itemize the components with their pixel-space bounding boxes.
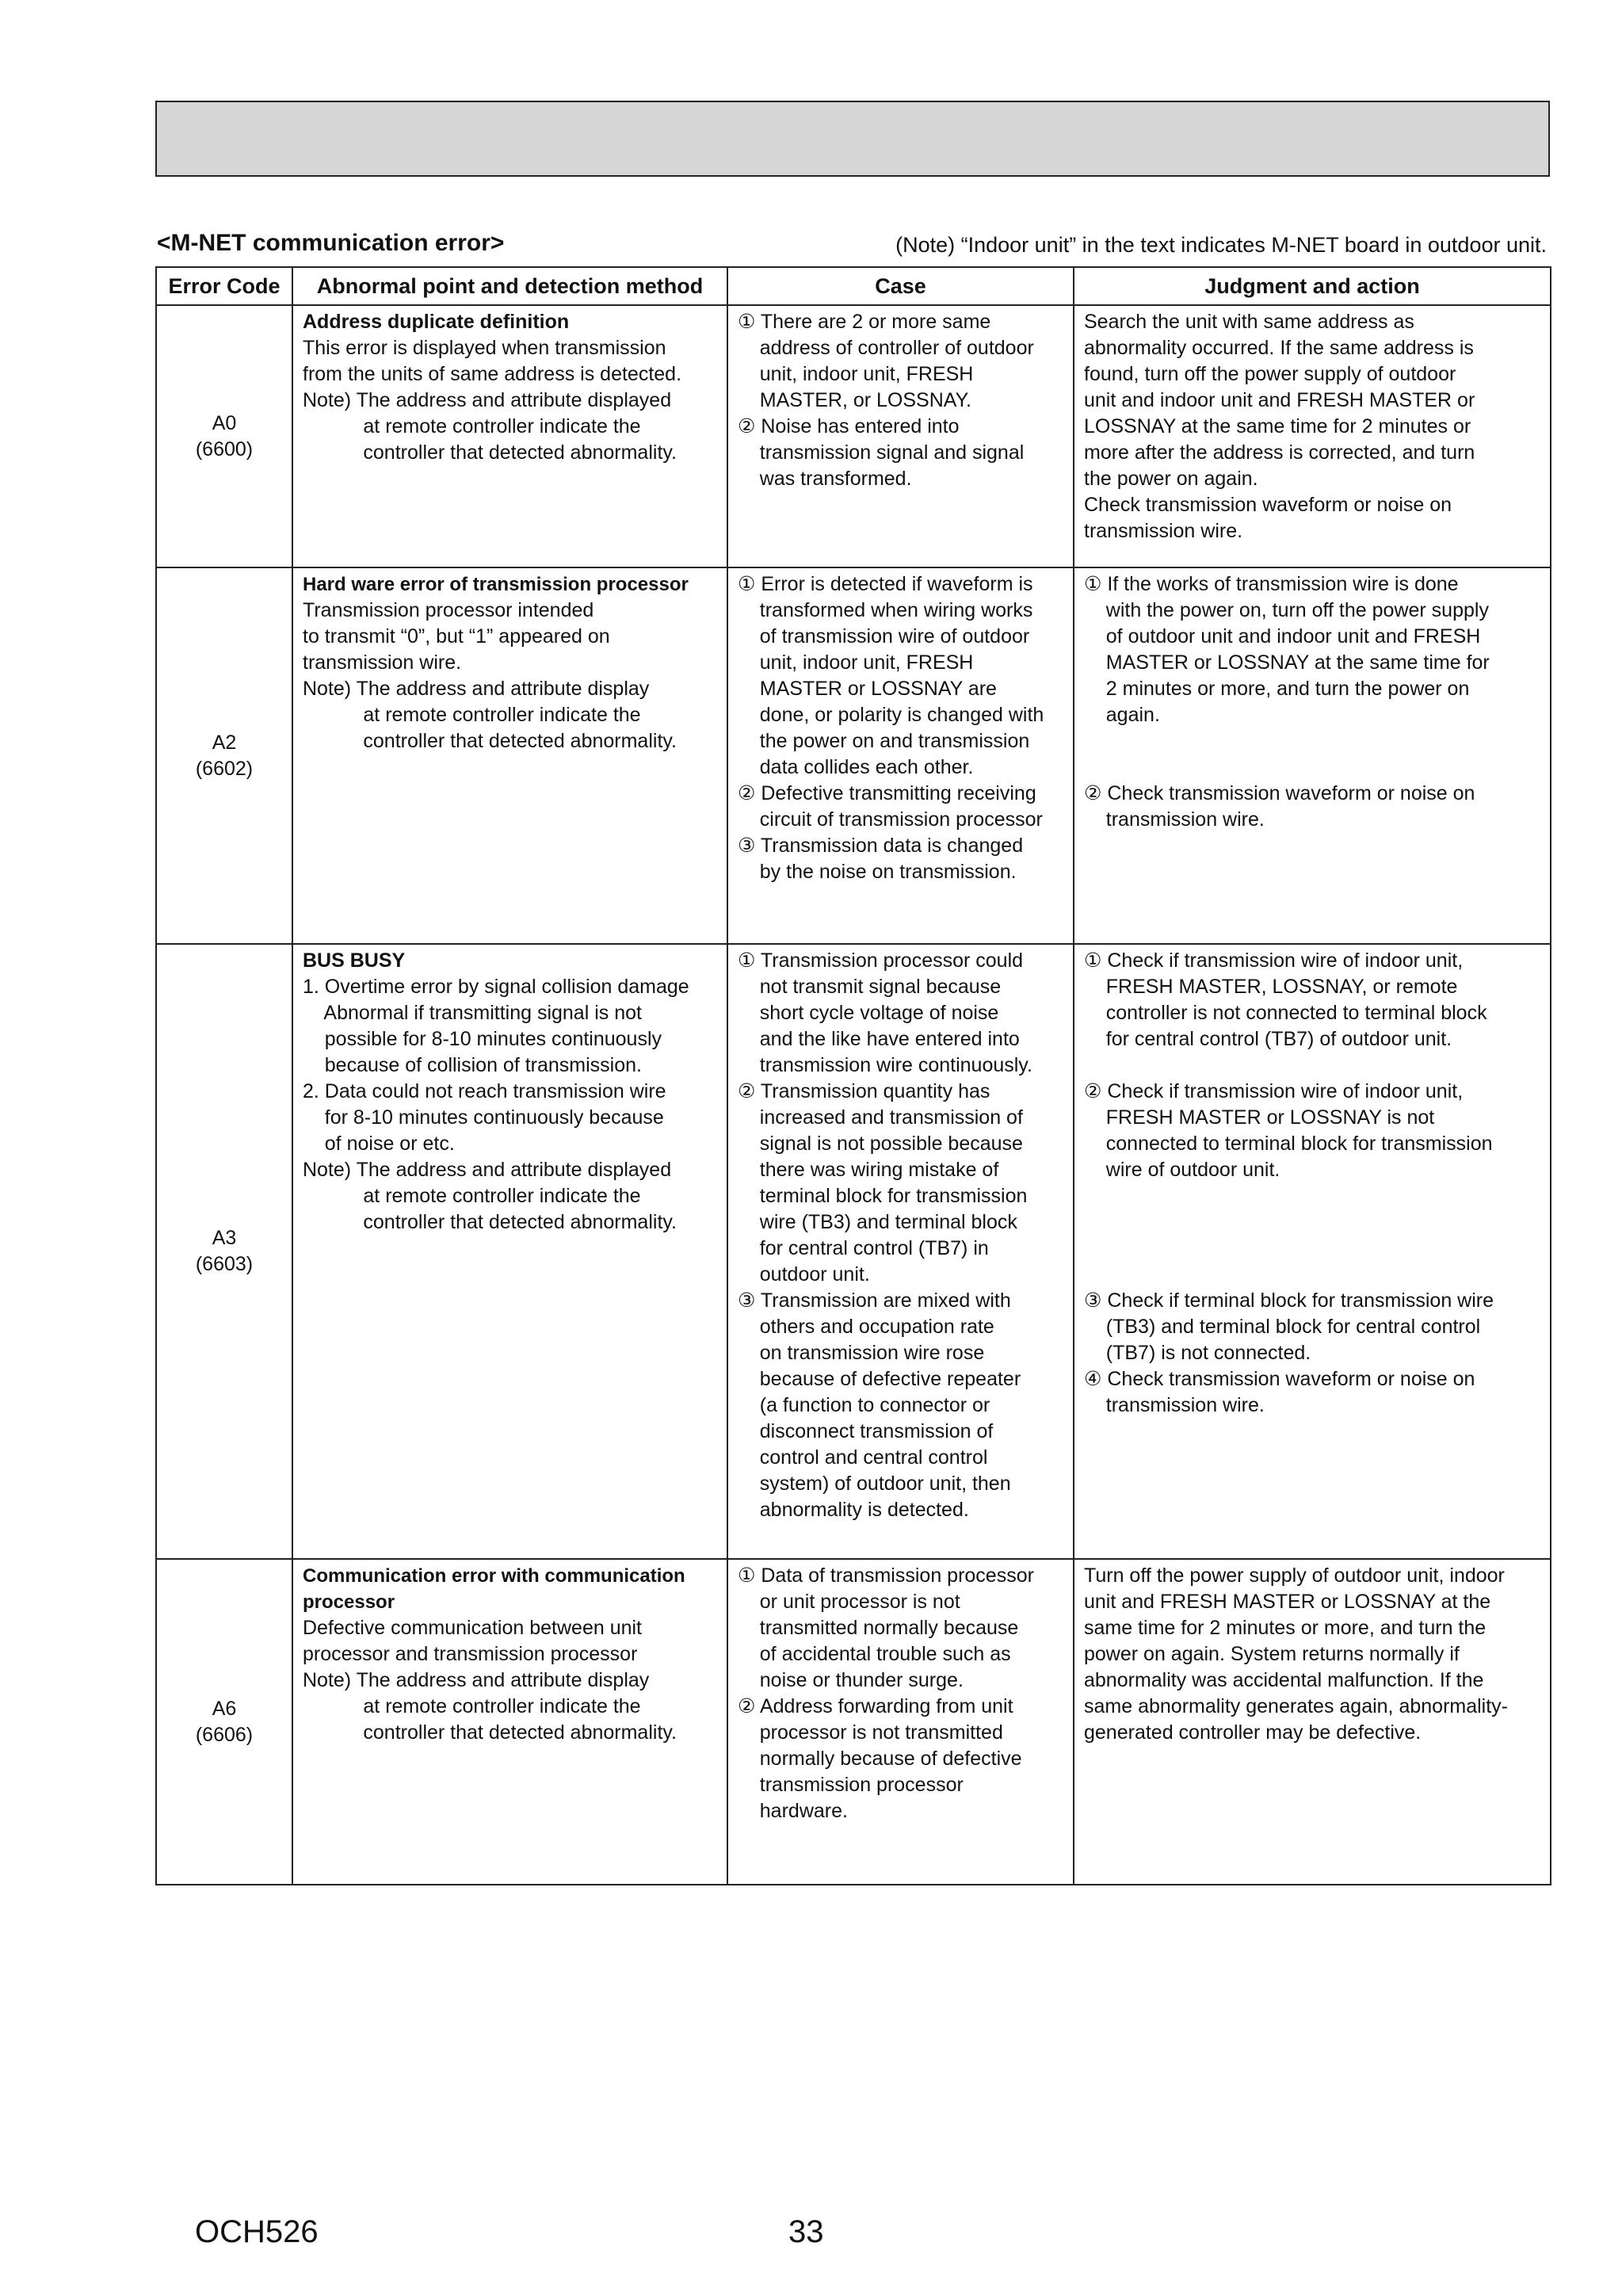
case-line: transmitted normally because bbox=[738, 1617, 1019, 1639]
case-line: unit, indoor unit, FRESH bbox=[738, 363, 974, 385]
action-line: the power on again. bbox=[1084, 468, 1258, 490]
error-table bbox=[155, 266, 1551, 1885]
action-line: LOSSNAY at the same time for 2 minutes or bbox=[1084, 415, 1471, 437]
detection-line: Note) The address and attribute displayed bbox=[303, 389, 672, 411]
action-line-blank bbox=[1084, 1262, 1540, 1288]
case-line: ③ Transmission are mixed with bbox=[738, 1289, 1011, 1312]
action-line: of outdoor unit and indoor unit and FRESH bbox=[1084, 625, 1481, 648]
action-line: same abnormality generates again, abnormality- bbox=[1084, 1695, 1508, 1717]
detection-line: Note) The address and attribute displayed bbox=[303, 1159, 672, 1181]
action-line: unit and FRESH MASTER or LOSSNAY at the bbox=[1084, 1591, 1491, 1613]
case-line: transformed when wiring works bbox=[738, 599, 1033, 621]
error-code: A3 bbox=[212, 1227, 237, 1249]
detection-title: Hard ware error of transmission processor bbox=[303, 574, 689, 595]
error-code: A2 bbox=[212, 731, 237, 754]
case-line: there was wiring mistake of bbox=[738, 1159, 999, 1181]
case-line: and the like have entered into bbox=[738, 1028, 1020, 1050]
action-line-blank bbox=[1084, 1236, 1540, 1262]
action-line: ④ Check transmission waveform or noise on bbox=[1084, 1368, 1475, 1390]
action-line: connected to terminal block for transmission bbox=[1084, 1133, 1493, 1155]
case-line: normally because of defective bbox=[738, 1748, 1022, 1770]
case-line: unit, indoor unit, FRESH bbox=[738, 651, 974, 674]
case-line: control and central control bbox=[738, 1446, 988, 1469]
action-cell bbox=[1074, 1559, 1551, 1885]
case-line: signal is not possible because bbox=[738, 1133, 1023, 1155]
action-line-blank bbox=[1084, 1209, 1540, 1236]
action-line: generated controller may be defective. bbox=[1084, 1721, 1422, 1744]
case-line: on transmission wire rose bbox=[738, 1342, 985, 1364]
detection-line: 1. Overtime error by signal collision damage bbox=[303, 976, 689, 998]
detection-line: of noise or etc. bbox=[303, 1133, 455, 1155]
case-line: ① There are 2 or more same bbox=[738, 311, 991, 333]
case-line: not transmit signal because bbox=[738, 976, 1002, 998]
action-line: ① Check if transmission wire of indoor unit, bbox=[1084, 949, 1464, 972]
error-code-cell bbox=[156, 305, 292, 567]
action-line: transmission wire. bbox=[1084, 808, 1265, 831]
case-line: address of controller of outdoor bbox=[738, 337, 1034, 359]
action-line: abnormality occurred. If the same address is bbox=[1084, 337, 1474, 359]
action-line: found, turn off the power supply of outdoor bbox=[1084, 363, 1456, 385]
detection-line: controller that detected abnormality. bbox=[303, 441, 677, 464]
detection-line: Note) The address and attribute display bbox=[303, 1669, 650, 1691]
detection-title: Communication error with communication processor bbox=[303, 1565, 685, 1613]
case-line: data collides each other. bbox=[738, 756, 974, 778]
action-line: wire of outdoor unit. bbox=[1084, 1159, 1280, 1181]
detection-line: Defective communication between unit bbox=[303, 1617, 643, 1639]
action-line: Search the unit with same address as bbox=[1084, 311, 1414, 333]
case-line: for central control (TB7) in bbox=[738, 1237, 989, 1259]
detection-line: from the units of same address is detected. bbox=[303, 363, 682, 385]
action-line: controller is not connected to terminal block bbox=[1084, 1002, 1487, 1024]
action-line: abnormality was accidental malfunction. If the bbox=[1084, 1669, 1484, 1691]
table-row bbox=[156, 1559, 1551, 1885]
error-number: (6600) bbox=[195, 437, 254, 460]
case-line: short cycle voltage of noise bbox=[738, 1002, 999, 1024]
table-header-row bbox=[156, 267, 1551, 305]
detection-line: Abnormal if transmitting signal is not bbox=[303, 1002, 642, 1024]
case-line: because of defective repeater bbox=[738, 1368, 1021, 1390]
detection-line: processor and transmission processor bbox=[303, 1643, 638, 1665]
error-number: (6603) bbox=[195, 1253, 254, 1275]
case-line: ② Noise has entered into bbox=[738, 415, 960, 437]
case-line: ① Error is detected if waveform is bbox=[738, 573, 1033, 595]
table-row bbox=[156, 305, 1551, 567]
action-cell bbox=[1074, 944, 1551, 1559]
case-line: or unit processor is not bbox=[738, 1591, 960, 1613]
header-error-code: Error Code bbox=[156, 267, 292, 305]
action-line: more after the address is corrected, and turn bbox=[1084, 441, 1475, 464]
action-cell bbox=[1074, 567, 1551, 944]
action-line: transmission wire. bbox=[1084, 1394, 1265, 1416]
error-code: A6 bbox=[212, 1697, 237, 1720]
action-line-blank bbox=[1084, 1183, 1540, 1209]
case-line: the power on and transmission bbox=[738, 730, 1030, 752]
header-judgment: Judgment and action bbox=[1074, 267, 1551, 305]
header-case: Case bbox=[727, 267, 1074, 305]
detection-line: controller that detected abnormality. bbox=[303, 1721, 677, 1744]
detection-cell bbox=[292, 305, 727, 567]
action-line: 2 minutes or more, and turn the power on bbox=[1084, 678, 1470, 700]
case-line: (a function to connector or bbox=[738, 1394, 990, 1416]
case-line: ① Data of transmission processor bbox=[738, 1564, 1034, 1587]
case-line: system) of outdoor unit, then bbox=[738, 1473, 1011, 1495]
case-line: ② Transmission quantity has bbox=[738, 1080, 990, 1102]
error-code-cell bbox=[156, 567, 292, 944]
case-line: transmission signal and signal bbox=[738, 441, 1025, 464]
detection-line: for 8-10 minutes continuously because bbox=[303, 1106, 664, 1129]
action-line: FRESH MASTER or LOSSNAY is not bbox=[1084, 1106, 1435, 1129]
action-line: with the power on, turn off the power supply bbox=[1084, 599, 1489, 621]
detection-line: at remote controller indicate the bbox=[303, 1695, 641, 1717]
table-row bbox=[156, 944, 1551, 1559]
case-line: disconnect transmission of bbox=[738, 1420, 994, 1442]
section-title: <M-NET communication error> bbox=[157, 230, 505, 256]
error-code-cell bbox=[156, 1559, 292, 1885]
case-line: abnormality is detected. bbox=[738, 1499, 969, 1521]
case-line: MASTER, or LOSSNAY. bbox=[738, 389, 971, 411]
case-line: hardware. bbox=[738, 1800, 848, 1822]
detection-line: to transmit “0”, but “1” appeared on bbox=[303, 625, 610, 648]
action-line: transmission wire. bbox=[1084, 520, 1243, 542]
case-line: terminal block for transmission bbox=[738, 1185, 1028, 1207]
case-line: others and occupation rate bbox=[738, 1316, 994, 1338]
action-line: FRESH MASTER, LOSSNAY, or remote bbox=[1084, 976, 1458, 998]
error-number: (6602) bbox=[195, 757, 254, 780]
action-line-blank bbox=[1084, 755, 1540, 781]
detection-line: Transmission processor intended bbox=[303, 599, 594, 621]
header-bar bbox=[155, 101, 1550, 177]
document-code: OCH526 bbox=[195, 2214, 319, 2249]
case-line: ② Address forwarding from unit bbox=[738, 1695, 1013, 1717]
detection-line: at remote controller indicate the bbox=[303, 704, 641, 726]
case-line: of accidental trouble such as bbox=[738, 1643, 1011, 1665]
case-line: wire (TB3) and terminal block bbox=[738, 1211, 1017, 1233]
case-cell bbox=[727, 305, 1074, 567]
action-line: power on again. System returns normally if bbox=[1084, 1643, 1460, 1665]
error-code-cell bbox=[156, 944, 292, 1559]
case-line: outdoor unit. bbox=[738, 1263, 870, 1286]
case-line: by the noise on transmission. bbox=[738, 861, 1017, 883]
case-line: of transmission wire of outdoor bbox=[738, 625, 1030, 648]
case-line: increased and transmission of bbox=[738, 1106, 1023, 1129]
action-line: (TB7) is not connected. bbox=[1084, 1342, 1311, 1364]
detection-cell bbox=[292, 567, 727, 944]
action-line-blank bbox=[1084, 1052, 1540, 1079]
page-number: 33 bbox=[788, 2214, 824, 2249]
case-cell bbox=[727, 944, 1074, 1559]
case-line: MASTER or LOSSNAY are bbox=[738, 678, 997, 700]
action-line: ③ Check if terminal block for transmission wire bbox=[1084, 1289, 1494, 1312]
action-line: ① If the works of transmission wire is done bbox=[1084, 573, 1459, 595]
detection-line: at remote controller indicate the bbox=[303, 415, 641, 437]
detection-cell bbox=[292, 944, 727, 1559]
detection-line: Note) The address and attribute display bbox=[303, 678, 650, 700]
action-line-blank bbox=[1084, 728, 1540, 755]
case-line: ③ Transmission data is changed bbox=[738, 835, 1024, 857]
action-line: unit and indoor unit and FRESH MASTER or bbox=[1084, 389, 1475, 411]
action-line: MASTER or LOSSNAY at the same time for bbox=[1084, 651, 1490, 674]
detection-line: 2. Data could not reach transmission wire bbox=[303, 1080, 666, 1102]
error-code: A0 bbox=[212, 411, 237, 434]
table-row bbox=[156, 567, 1551, 944]
case-line: noise or thunder surge. bbox=[738, 1669, 964, 1691]
action-line: again. bbox=[1084, 704, 1160, 726]
case-line: ① Transmission processor could bbox=[738, 949, 1024, 972]
detection-line: controller that detected abnormality. bbox=[303, 1211, 677, 1233]
action-line: (TB3) and terminal block for central control bbox=[1084, 1316, 1481, 1338]
action-line: Turn off the power supply of outdoor unit, indoor bbox=[1084, 1564, 1505, 1587]
case-cell bbox=[727, 1559, 1074, 1885]
case-cell bbox=[727, 567, 1074, 944]
action-line: ② Check transmission waveform or noise on bbox=[1084, 782, 1475, 804]
detection-line: because of collision of transmission. bbox=[303, 1054, 642, 1076]
action-line: same time for 2 minutes or more, and turn the bbox=[1084, 1617, 1487, 1639]
case-line: processor is not transmitted bbox=[738, 1721, 1003, 1744]
case-line: was transformed. bbox=[738, 468, 912, 490]
detection-title: Address duplicate definition bbox=[303, 311, 570, 333]
case-line: done, or polarity is changed with bbox=[738, 704, 1044, 726]
action-line: for central control (TB7) of outdoor unit. bbox=[1084, 1028, 1452, 1050]
detection-line: transmission wire. bbox=[303, 651, 462, 674]
detection-line: at remote controller indicate the bbox=[303, 1185, 641, 1207]
detection-line: controller that detected abnormality. bbox=[303, 730, 677, 752]
action-line: ② Check if transmission wire of indoor unit, bbox=[1084, 1080, 1464, 1102]
header-detection: Abnormal point and detection method bbox=[292, 267, 727, 305]
case-line: circuit of transmission processor bbox=[738, 808, 1043, 831]
action-line: Check transmission waveform or noise on bbox=[1084, 494, 1452, 516]
section-note: (Note) “Indoor unit” in the text indicates M-NET board in outdoor unit. bbox=[895, 233, 1547, 257]
action-cell bbox=[1074, 305, 1551, 567]
case-line: transmission wire continuously. bbox=[738, 1054, 1032, 1076]
detection-cell bbox=[292, 1559, 727, 1885]
case-line: ② Defective transmitting receiving bbox=[738, 782, 1036, 804]
detection-line: This error is displayed when transmission bbox=[303, 337, 666, 359]
detection-line: possible for 8-10 minutes continuously bbox=[303, 1028, 662, 1050]
error-number: (6606) bbox=[195, 1723, 254, 1746]
case-line: transmission processor bbox=[738, 1774, 964, 1796]
detection-title: BUS BUSY bbox=[303, 949, 406, 972]
